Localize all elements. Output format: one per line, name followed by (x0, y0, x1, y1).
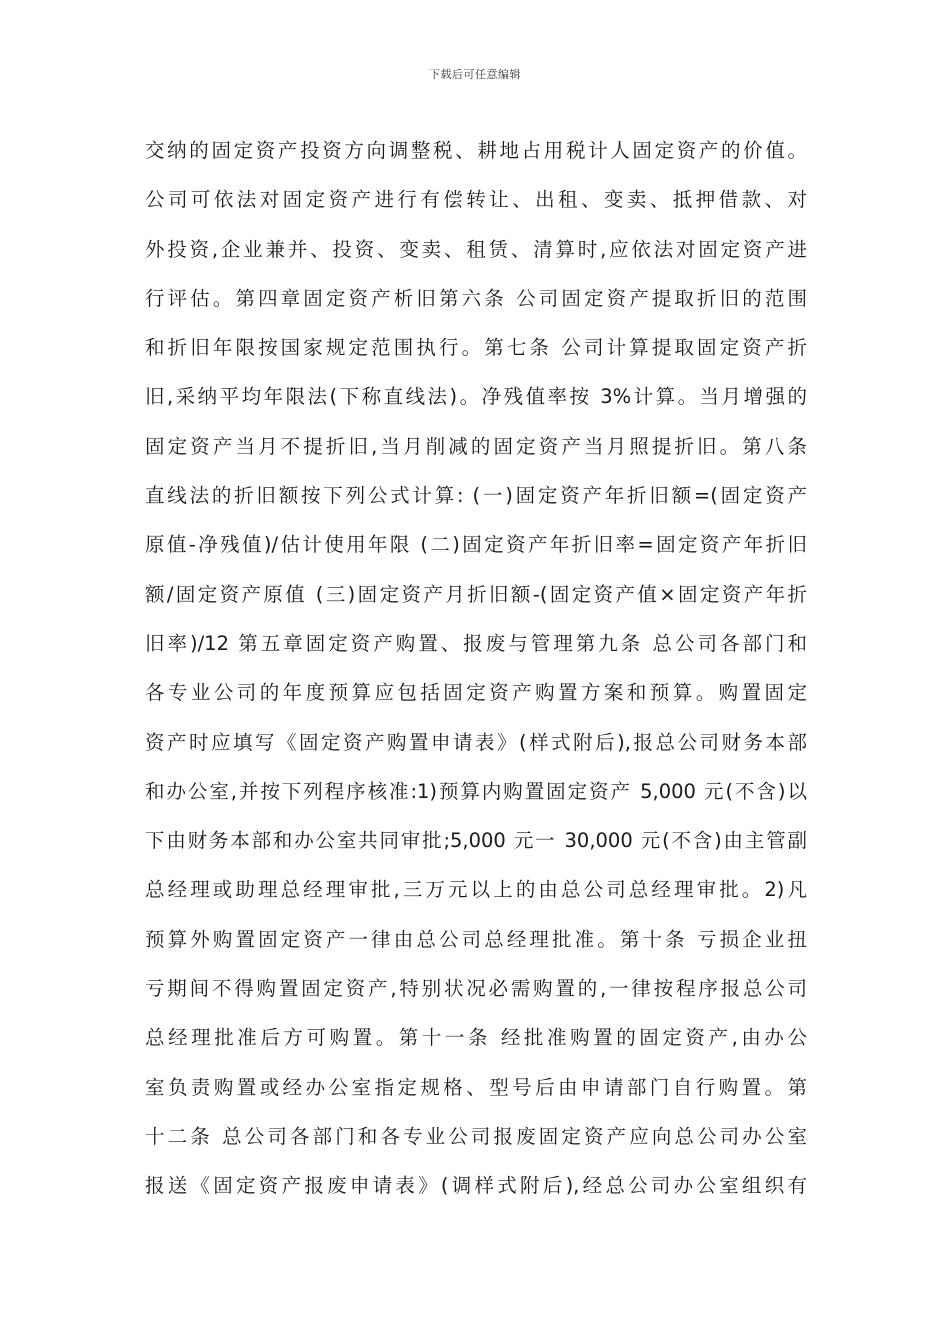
text-line: 固定资产当月不提折旧,当月削减的固定资产当月照提折旧。第八条 (145, 434, 807, 458)
page-header: 下载后可任意编辑 (429, 68, 521, 81)
text-line: 和办公室,并按下列程序核准:1)预算内购置固定资产 5,000 元(不含)以 (145, 779, 807, 803)
text-line: 公司可依法对固定资产进行有偿转让、出租、变卖、抵押借款、对 (145, 188, 807, 212)
text-line: 预算外购置固定资产一律由总公司总经理批准。第十条 亏损企业扭 (145, 927, 807, 951)
text-line: 行评估。第四章固定资产析旧第六条 公司固定资产提取折旧的范围 (145, 286, 807, 310)
text-line: 下由财务本部和办公室共同审批;5,000 元一 30,000 元(不含)由主管副 (145, 829, 807, 853)
text-line: 旧,采纳平均年限法(下称直线法)。净残值率按 3%计算。当月增强的 (145, 385, 807, 409)
text-line: 资产时应填写《固定资产购置申请表》(样式附后),报总公司财务本部 (145, 730, 807, 754)
document-body (145, 126, 807, 1211)
text-line: 交纳的固定资产投资方向调整税、耕地占用税计人固定资产的价值。 (145, 139, 807, 162)
text-line: 外投资,企业兼并、投资、变卖、租赁、清算时,应依法对固定资产进 (145, 237, 807, 261)
text-line: 和折旧年限按国家规定范围执行。第七条 公司计算提取固定资产折 (145, 336, 807, 360)
text-line: 旧率)/12 第五章固定资产购置、报废与管理第九条 总公司各部门和 (145, 631, 807, 655)
text-line: 室负责购置或经办公室指定规格、型号后由申请部门自行购置。第 (145, 1075, 807, 1099)
text-line: 各专业公司的年度预算应包括固定资产购置方案和预算。购置固定 (145, 681, 807, 705)
text-line: 额/固定资产原值 (三)固定资产月折旧额-(固定资产值×固定资产年折 (145, 582, 807, 606)
text-line: 总经理批准后方可购置。第十一条 经批准购置的固定资产,由办公 (145, 1026, 807, 1050)
text-line: 总经理或助理总经理审批,三万元以上的由总公司总经理审批。2)凡 (145, 878, 807, 902)
text-line: 十二条 总公司各部门和各专业公司报废固定资产应向总公司办公室 (145, 1124, 807, 1148)
text-line: 亏期间不得购置固定资产,特别状况必需购置的,一律按程序报总公司 (145, 977, 807, 1001)
text-line: 直线法的折旧额按下列公式计算: (一)固定资产年折旧额=(固定资产 (145, 484, 807, 508)
text-line: 报送《固定资产报废申请表》(调样式附后),经总公司办公室组织有 (145, 1174, 807, 1198)
text-line: 原值-净残值)/估计使用年限 (二)固定资产年折旧率=固定资产年折旧 (145, 533, 807, 557)
